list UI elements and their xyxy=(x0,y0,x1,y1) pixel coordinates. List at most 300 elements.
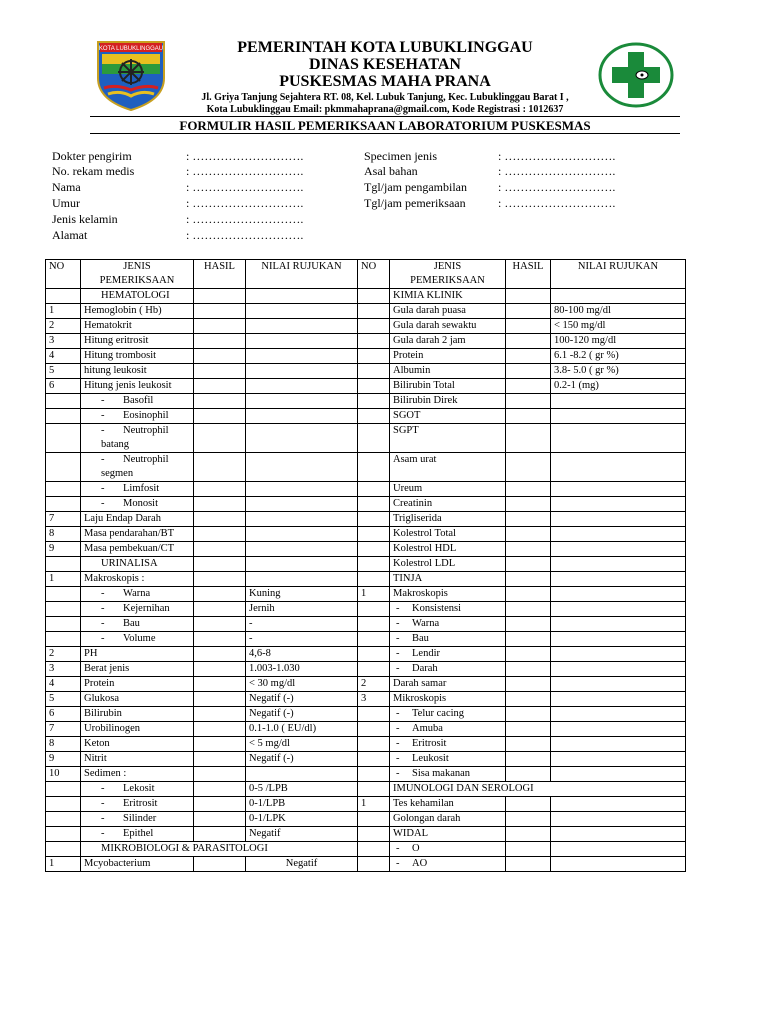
row-nilai-rujukan: - xyxy=(246,632,358,647)
row-hasil-right[interactable] xyxy=(506,617,551,632)
row-nilai-rujukan-right xyxy=(551,602,686,617)
row-hasil-right[interactable] xyxy=(506,453,551,482)
row-no: 4 xyxy=(46,349,81,364)
row-jenis-right xyxy=(390,737,506,752)
row-hasil-right[interactable] xyxy=(506,752,551,767)
row-no-right xyxy=(358,662,390,677)
row-hasil[interactable] xyxy=(194,379,246,394)
row-nilai-rujukan: < 30 mg/dl xyxy=(246,677,358,692)
row-nilai-rujukan-right xyxy=(551,394,686,409)
row-no-right xyxy=(358,602,390,617)
row-no xyxy=(46,797,81,812)
row-hasil-right[interactable] xyxy=(506,557,551,572)
row-dash: - xyxy=(101,783,105,794)
row-jenis-right xyxy=(390,602,506,617)
row-no-right xyxy=(358,737,390,752)
header-puskesmas-name: PUSKESMAS MAHA PRANA xyxy=(279,73,491,90)
row-hasil[interactable] xyxy=(194,647,246,662)
row-jenis-right: Kolestrol LDL xyxy=(390,557,506,572)
row-hasil[interactable] xyxy=(194,453,246,482)
row-hasil[interactable] xyxy=(194,662,246,677)
row-hasil[interactable] xyxy=(194,857,246,872)
row-no xyxy=(46,424,81,453)
row-no-right xyxy=(358,842,390,857)
table-row xyxy=(46,812,686,827)
row-nilai-rujukan: < 5 mg/dl xyxy=(246,737,358,752)
row-jenis: Laju Endap Darah xyxy=(81,512,194,527)
row-no: 1 xyxy=(46,304,81,319)
row-hasil-right[interactable] xyxy=(506,722,551,737)
puskesmas-logo xyxy=(598,42,674,108)
row-jenis-right: Trigliserida xyxy=(390,512,506,527)
row-nilai-rujukan-right xyxy=(551,617,686,632)
row-no: 9 xyxy=(46,542,81,557)
row-no xyxy=(46,617,81,632)
row-jenis xyxy=(81,453,194,482)
row-no xyxy=(46,827,81,842)
row-no-right xyxy=(358,827,390,842)
row-hasil[interactable] xyxy=(194,707,246,722)
header-hasil-right: HASIL xyxy=(506,260,551,289)
row-jenis-right: TINJA xyxy=(390,572,506,587)
row-nilai-rujukan-right xyxy=(551,677,686,692)
row-jenis-right-label: Sisa makanan xyxy=(412,768,471,779)
row-jenis-label: Eritrosit xyxy=(123,798,158,809)
row-hasil[interactable] xyxy=(194,797,246,812)
row-jenis-right xyxy=(390,617,506,632)
row-nilai-rujukan-right: 6.1 -8.2 ( gr %) xyxy=(551,349,686,364)
field-value-tgl-pengambilan[interactable]: : ………………………. xyxy=(498,180,616,194)
row-nilai-rujukan-right xyxy=(551,797,686,812)
row-hasil[interactable] xyxy=(194,364,246,379)
row-no-right xyxy=(358,409,390,424)
field-label-umur: Umur xyxy=(52,196,80,210)
row-no-right xyxy=(358,527,390,542)
row-jenis xyxy=(81,632,194,647)
row-jenis-right xyxy=(390,767,506,782)
row-no-right xyxy=(358,453,390,482)
row-nilai-rujukan-right xyxy=(551,289,686,304)
row-hasil-right[interactable] xyxy=(506,827,551,842)
row-hasil[interactable] xyxy=(194,349,246,364)
row-jenis-label: Basofil xyxy=(123,395,154,406)
row-nilai-rujukan-right: 100-120 mg/dl xyxy=(551,334,686,349)
row-jenis-right: Ureum xyxy=(390,482,506,497)
field-value-specimen-jenis[interactable]: : ………………………. xyxy=(498,149,616,163)
row-nilai-rujukan xyxy=(246,319,358,334)
table-row xyxy=(46,482,686,497)
row-hasil[interactable] xyxy=(194,289,246,304)
table-row xyxy=(46,289,686,304)
row-jenis-right-label: O xyxy=(412,843,420,854)
row-hasil[interactable] xyxy=(194,527,246,542)
row-hasil-right[interactable] xyxy=(506,334,551,349)
row-jenis xyxy=(81,482,194,497)
row-no-right xyxy=(358,857,390,872)
row-hasil[interactable] xyxy=(194,482,246,497)
row-dash: - xyxy=(101,395,105,406)
row-nilai-rujukan-right xyxy=(551,632,686,647)
table-row xyxy=(46,617,686,632)
row-jenis-right: Albumin xyxy=(390,364,506,379)
row-no xyxy=(46,453,81,482)
row-no-right xyxy=(358,557,390,572)
row-nilai-rujukan-right xyxy=(551,572,686,587)
table-row xyxy=(46,572,686,587)
row-hasil[interactable] xyxy=(194,827,246,842)
row-jenis xyxy=(81,797,194,812)
field-value-jenis-kelamin[interactable]: : ………………………. xyxy=(186,212,304,226)
row-jenis-label: Epithel xyxy=(123,828,154,839)
field-value-asal-bahan[interactable]: : ………………………. xyxy=(498,164,616,178)
row-nilai-rujukan xyxy=(246,767,358,782)
row-hasil[interactable] xyxy=(194,424,246,453)
row-jenis xyxy=(81,602,194,617)
row-hasil-right[interactable] xyxy=(506,647,551,662)
field-label-alamat: Alamat xyxy=(52,228,88,242)
row-jenis-label: Limfosit xyxy=(123,483,160,494)
row-no-right xyxy=(358,364,390,379)
header-address-line1: Jl. Griya Tanjung Sejahtera RT. 08, Kel. Lubuk Tanjung, Kec. Lubuklinggau Barat I , xyxy=(201,92,569,103)
row-nilai-rujukan-right xyxy=(551,542,686,557)
row-no-right xyxy=(358,617,390,632)
row-nilai-rujukan-right xyxy=(551,752,686,767)
row-jenis: Glukosa xyxy=(81,692,194,707)
field-label-no-rekam-medis: No. rekam medis xyxy=(52,164,135,178)
row-jenis-right: Protein xyxy=(390,349,506,364)
row-dash: - xyxy=(101,498,105,509)
row-no: 6 xyxy=(46,379,81,394)
row-hasil-right[interactable] xyxy=(506,857,551,872)
row-no-right xyxy=(358,767,390,782)
field-value-dokter-pengirim[interactable]: : ………………………. xyxy=(186,149,304,163)
row-nilai-rujukan: 4,6-8 xyxy=(246,647,358,662)
row-no-right xyxy=(358,319,390,334)
row-jenis-right: Makroskopis xyxy=(390,587,506,602)
field-value-umur[interactable]: : ………………………. xyxy=(186,196,304,210)
row-hasil[interactable] xyxy=(194,512,246,527)
table-row xyxy=(46,364,686,379)
row-jenis-right: SGOT xyxy=(390,409,506,424)
row-nilai-rujukan: Negatif (-) xyxy=(246,707,358,722)
row-hasil[interactable] xyxy=(194,632,246,647)
row-jenis-right-label: Leukosit xyxy=(412,753,449,764)
row-nilai-rujukan-right xyxy=(551,647,686,662)
row-jenis-right: IMUNOLOGI DAN SEROLOGI xyxy=(390,782,686,797)
row-hasil[interactable] xyxy=(194,394,246,409)
row-no xyxy=(46,409,81,424)
row-hasil[interactable] xyxy=(194,497,246,512)
table-row xyxy=(46,842,686,857)
row-no-right xyxy=(358,812,390,827)
row-jenis: Hitung trombosit xyxy=(81,349,194,364)
row-hasil-right[interactable] xyxy=(506,319,551,334)
row-jenis: Nitrit xyxy=(81,752,194,767)
table-row xyxy=(46,737,686,752)
row-jenis: Masa pembekuan/CT xyxy=(81,542,194,557)
row-hasil[interactable] xyxy=(194,782,246,797)
row-nilai-rujukan-right xyxy=(551,827,686,842)
row-nilai-rujukan xyxy=(246,482,358,497)
row-jenis xyxy=(81,424,194,453)
row-jenis: Protein xyxy=(81,677,194,692)
row-no xyxy=(46,812,81,827)
row-jenis: Hemoglobin ( Hb) xyxy=(81,304,194,319)
row-dash-right: - xyxy=(396,723,400,734)
row-jenis-right: Creatinin xyxy=(390,497,506,512)
row-hasil-right[interactable] xyxy=(506,767,551,782)
row-nilai-rujukan: Negatif (-) xyxy=(246,752,358,767)
row-hasil-right[interactable] xyxy=(506,602,551,617)
row-jenis-right: Gula darah sewaktu xyxy=(390,319,506,334)
row-nilai-rujukan-right xyxy=(551,692,686,707)
row-jenis: Urobilinogen xyxy=(81,722,194,737)
row-no: 2 xyxy=(46,647,81,662)
row-hasil[interactable] xyxy=(194,602,246,617)
row-no: 3 xyxy=(46,662,81,677)
row-jenis xyxy=(81,617,194,632)
row-jenis-right: Bilirubin Total xyxy=(390,379,506,394)
row-no-right xyxy=(358,334,390,349)
row-no-right: 3 xyxy=(358,692,390,707)
row-hasil[interactable] xyxy=(194,319,246,334)
row-no-right xyxy=(358,752,390,767)
row-jenis: HEMATOLOGI xyxy=(81,289,194,304)
row-jenis-right xyxy=(390,647,506,662)
row-hasil-right[interactable] xyxy=(506,587,551,602)
row-jenis-right-label: Darah xyxy=(412,663,438,674)
field-label-dokter-pengirim: Dokter pengirim xyxy=(52,149,132,163)
row-jenis-label: Neutrophil batang xyxy=(101,425,169,450)
row-hasil[interactable] xyxy=(194,617,246,632)
row-hasil-right[interactable] xyxy=(506,409,551,424)
row-hasil[interactable] xyxy=(194,737,246,752)
row-no-right xyxy=(358,349,390,364)
header-no-right: NO xyxy=(358,260,390,289)
row-no xyxy=(46,289,81,304)
row-jenis-right xyxy=(390,632,506,647)
row-hasil[interactable] xyxy=(194,722,246,737)
row-hasil-right[interactable] xyxy=(506,677,551,692)
row-jenis xyxy=(81,812,194,827)
row-hasil[interactable] xyxy=(194,752,246,767)
row-jenis: Berat jenis xyxy=(81,662,194,677)
row-hasil[interactable] xyxy=(194,572,246,587)
row-jenis-label: Warna xyxy=(123,588,151,599)
row-hasil-right[interactable] xyxy=(506,424,551,453)
row-jenis-right: Golongan darah xyxy=(390,812,506,827)
row-jenis: Masa pendarahan/BT xyxy=(81,527,194,542)
row-nilai-rujukan xyxy=(246,289,358,304)
header-department: DINAS KESEHATAN xyxy=(309,56,461,73)
lab-table-body xyxy=(46,289,686,872)
table-row xyxy=(46,587,686,602)
row-nilai-rujukan xyxy=(246,409,358,424)
row-dash: - xyxy=(101,813,105,824)
row-no-right xyxy=(358,722,390,737)
row-nilai-rujukan-right xyxy=(551,587,686,602)
row-no-right xyxy=(358,542,390,557)
table-row xyxy=(46,767,686,782)
header-address-line2: Kota Lubuklinggau Email: pkmmahaprana@gmail.com, Kode Registrasi : 1012637 xyxy=(206,104,564,115)
row-jenis xyxy=(81,587,194,602)
field-label-nama: Nama xyxy=(52,180,81,194)
row-jenis-right: Gula darah puasa xyxy=(390,304,506,319)
row-jenis-right: SGPT xyxy=(390,424,506,453)
row-nilai-rujukan xyxy=(246,542,358,557)
row-no: 6 xyxy=(46,707,81,722)
row-hasil[interactable] xyxy=(194,587,246,602)
row-jenis-right: WIDAL xyxy=(390,827,506,842)
table-row xyxy=(46,453,686,482)
row-jenis-label: Monosit xyxy=(123,498,159,509)
row-jenis: Hitung jenis leukosit xyxy=(81,379,194,394)
row-nilai-rujukan-right xyxy=(551,512,686,527)
row-dash: - xyxy=(101,828,105,839)
row-no xyxy=(46,632,81,647)
field-value-nama[interactable]: : ………………………. xyxy=(186,180,304,194)
table-row xyxy=(46,334,686,349)
row-nilai-rujukan-right xyxy=(551,812,686,827)
row-dash: - xyxy=(101,454,105,465)
row-hasil-right[interactable] xyxy=(506,692,551,707)
row-jenis-right-label: Amuba xyxy=(412,723,443,734)
row-nilai-rujukan xyxy=(246,557,358,572)
row-hasil-right[interactable] xyxy=(506,632,551,647)
field-value-alamat[interactable]: : ………………………. xyxy=(186,228,304,242)
row-hasil-right[interactable] xyxy=(506,572,551,587)
table-row xyxy=(46,497,686,512)
row-hasil-right[interactable] xyxy=(506,797,551,812)
row-no xyxy=(46,782,81,797)
city-emblem-logo xyxy=(92,38,170,112)
row-nilai-rujukan xyxy=(246,527,358,542)
row-nilai-rujukan: 0.1-1.0 ( EU/dl) xyxy=(246,722,358,737)
table-row xyxy=(46,692,686,707)
header-no: NO xyxy=(46,260,81,289)
row-dash-right: - xyxy=(396,603,400,614)
row-no: 1 xyxy=(46,572,81,587)
row-no-right xyxy=(358,647,390,662)
row-hasil-right[interactable] xyxy=(506,512,551,527)
table-row xyxy=(46,542,686,557)
row-nilai-rujukan: - xyxy=(246,617,358,632)
row-jenis-right: Kolestrol Total xyxy=(390,527,506,542)
row-no: 2 xyxy=(46,319,81,334)
row-no-right xyxy=(358,782,390,797)
row-nilai-rujukan-right xyxy=(551,767,686,782)
row-nilai-rujukan: Kuning xyxy=(246,587,358,602)
header-jenis-pemeriksaan-right: JENIS PEMERIKSAAN xyxy=(390,260,506,289)
row-dash-right: - xyxy=(396,618,400,629)
row-jenis: Mcyobacterium xyxy=(81,857,194,872)
row-jenis-label: Kejernihan xyxy=(123,603,170,614)
row-nilai-rujukan: 0-1/LPB xyxy=(246,797,358,812)
row-nilai-rujukan-right: < 150 mg/dl xyxy=(551,319,686,334)
row-jenis-right: Kolestrol HDL xyxy=(390,542,506,557)
row-hasil-right[interactable] xyxy=(506,662,551,677)
table-row xyxy=(46,662,686,677)
row-jenis-right-label: Warna xyxy=(412,618,440,629)
row-hasil-right[interactable] xyxy=(506,842,551,857)
row-hasil-right[interactable] xyxy=(506,379,551,394)
table-row xyxy=(46,379,686,394)
row-nilai-rujukan xyxy=(246,424,358,453)
row-hasil-right[interactable] xyxy=(506,394,551,409)
row-hasil[interactable] xyxy=(194,409,246,424)
row-dash: - xyxy=(101,633,105,644)
row-hasil-right[interactable] xyxy=(506,737,551,752)
row-jenis: URINALISA xyxy=(81,557,194,572)
row-nilai-rujukan: Negatif xyxy=(246,857,358,872)
row-hasil-right[interactable] xyxy=(506,497,551,512)
row-hasil[interactable] xyxy=(194,677,246,692)
row-dash-right: - xyxy=(396,633,400,644)
row-no: 8 xyxy=(46,737,81,752)
row-hasil[interactable] xyxy=(194,812,246,827)
row-no-right xyxy=(358,497,390,512)
table-row xyxy=(46,707,686,722)
row-dash: - xyxy=(101,410,105,421)
row-no xyxy=(46,394,81,409)
row-hasil-right[interactable] xyxy=(506,304,551,319)
row-hasil-right[interactable] xyxy=(506,527,551,542)
row-hasil[interactable] xyxy=(194,304,246,319)
row-no: 7 xyxy=(46,722,81,737)
row-nilai-rujukan-right xyxy=(551,857,686,872)
row-nilai-rujukan-right xyxy=(551,557,686,572)
row-hasil[interactable] xyxy=(194,557,246,572)
form-title: FORMULIR HASIL PEMERIKSAAN LABORATORIUM PUSKESMAS xyxy=(179,118,591,133)
lab-results-table xyxy=(45,259,686,872)
row-nilai-rujukan xyxy=(246,453,358,482)
row-no: 9 xyxy=(46,752,81,767)
row-nilai-rujukan: Negatif (-) xyxy=(246,692,358,707)
row-no: 1 xyxy=(46,857,81,872)
row-hasil[interactable] xyxy=(194,767,246,782)
row-hasil[interactable] xyxy=(194,334,246,349)
row-hasil-right[interactable] xyxy=(506,482,551,497)
row-hasil-right[interactable] xyxy=(506,812,551,827)
row-jenis: Bilirubin xyxy=(81,707,194,722)
row-no xyxy=(46,497,81,512)
row-jenis: Hitung eritrosit xyxy=(81,334,194,349)
row-hasil-right[interactable] xyxy=(506,364,551,379)
row-hasil-right[interactable] xyxy=(506,707,551,722)
row-no-right xyxy=(358,394,390,409)
row-nilai-rujukan: 0-5 /LPB xyxy=(246,782,358,797)
row-no xyxy=(46,557,81,572)
row-no: 4 xyxy=(46,677,81,692)
row-dash-right: - xyxy=(396,768,400,779)
row-jenis-right: Tes kehamilan xyxy=(390,797,506,812)
row-hasil-right[interactable] xyxy=(506,349,551,364)
row-jenis: hitung leukosit xyxy=(81,364,194,379)
row-no-right xyxy=(358,632,390,647)
row-jenis-right-label: Eritrosit xyxy=(412,738,447,749)
row-no-right xyxy=(358,707,390,722)
row-hasil-right[interactable] xyxy=(506,542,551,557)
row-jenis-right xyxy=(390,857,506,872)
row-hasil[interactable] xyxy=(194,692,246,707)
field-value-no-rekam-medis[interactable]: : ………………………. xyxy=(186,164,304,178)
row-jenis-right xyxy=(390,707,506,722)
row-hasil-right[interactable] xyxy=(506,289,551,304)
title-divider xyxy=(90,133,680,134)
row-hasil[interactable] xyxy=(194,542,246,557)
row-no-right xyxy=(358,379,390,394)
field-value-tgl-pemeriksaan[interactable]: : ………………………. xyxy=(498,196,616,210)
